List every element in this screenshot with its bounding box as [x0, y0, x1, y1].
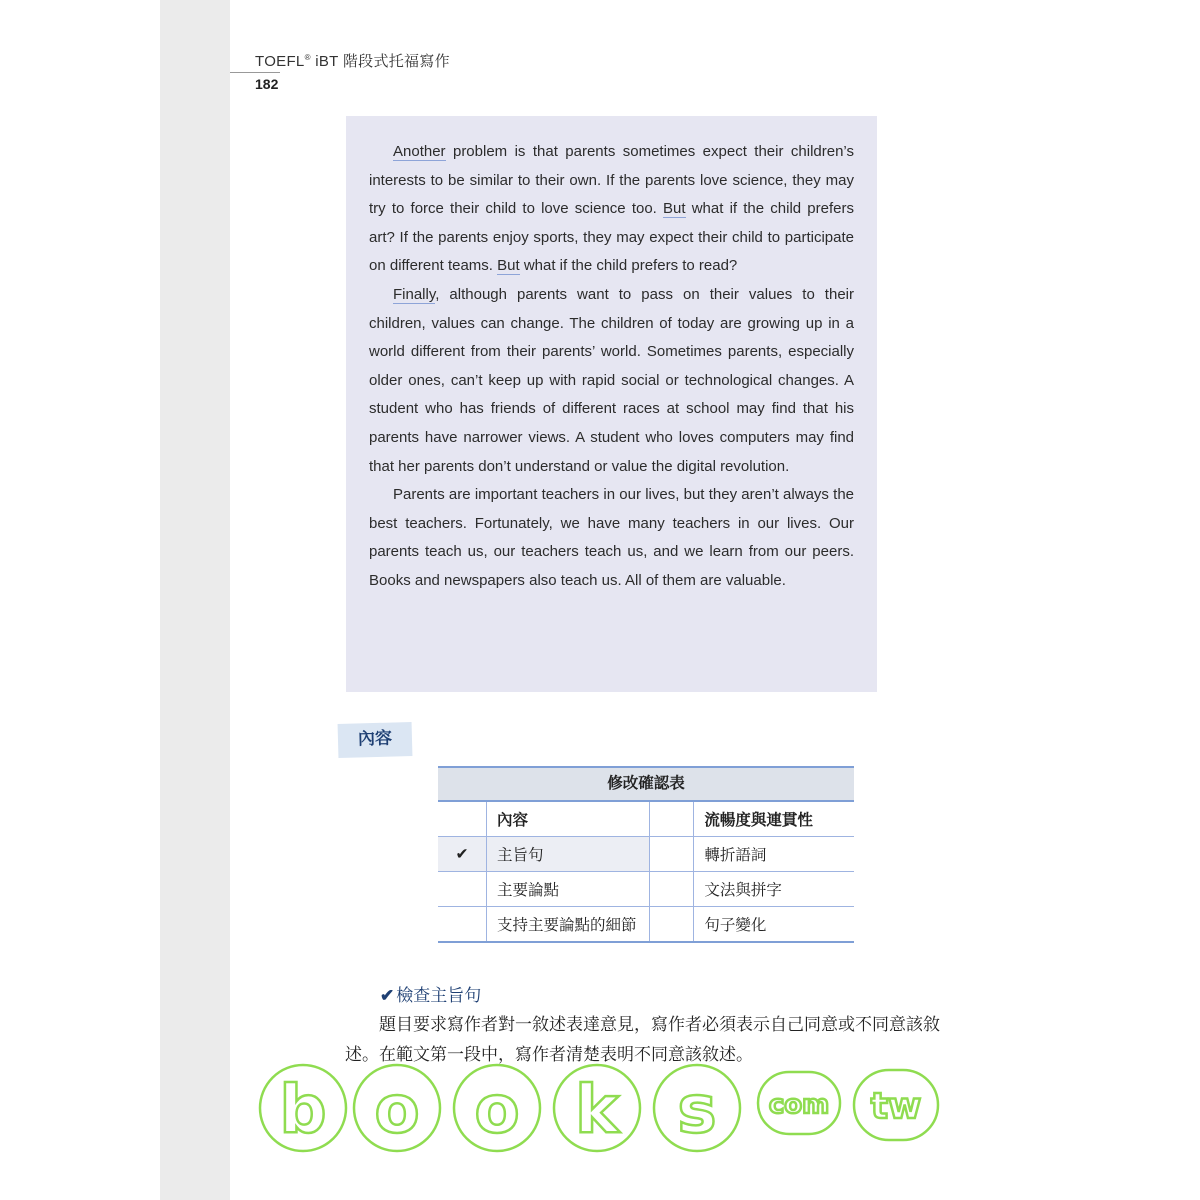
essay-paragraph: Finally, although parents want to pass on their values to their children, values can change. The children of today are growing up in a world different from their parents’ world. Sometimes parents, especially older ones, can’t keep up with rapid social or technological changes. A student who has friends of different races at school may find that his parents have narrower views. A student who loves computers may find that her parents don’t understand or value the digital revolution.: [369, 285, 854, 475]
header-rule: [230, 72, 280, 73]
checklist-item: 文法與拼字: [694, 872, 854, 907]
table-row: [438, 872, 854, 907]
left-margin: [0, 0, 160, 1200]
checklist-item: 支持主要論點的細節: [486, 907, 649, 943]
book-title: TOEFL® iBT 階段式托福寫作: [255, 53, 450, 70]
check-cell: [438, 907, 486, 943]
watermark-suffix: com: [768, 1090, 830, 1120]
transition-word: But: [497, 257, 520, 275]
checklist-header-row: [438, 802, 854, 837]
check-section-heading: ✔ 檢查主旨句: [380, 986, 482, 1005]
check-cell: [649, 872, 694, 907]
table-row: [438, 907, 854, 943]
watermark-letter: k: [575, 1071, 619, 1148]
transition-word: But: [663, 200, 686, 218]
essay-paragraph: Another problem is that parents sometimes expect their children’s interests to be similar to their own. If the parents love science, they may try to force their child to love science too. But what if the child prefers art? If the parents enjoy sports, they may expect their child to participate on different teams. But what if the child prefers to read?: [369, 143, 854, 275]
table-row: [438, 837, 854, 872]
watermark-suffix: tw: [870, 1086, 922, 1127]
books-com-tw-watermark: [258, 1060, 948, 1160]
page-number: 182: [255, 76, 279, 92]
watermark-letter: b: [279, 1071, 327, 1148]
transition-word: Another: [393, 143, 446, 160]
watermark-letter: o: [474, 1071, 520, 1148]
section-label-tag: 內容: [338, 722, 413, 758]
checklist-item: 轉折語詞: [694, 837, 854, 872]
watermark-letter: o: [374, 1071, 420, 1148]
essay-paragraph: Parents are important teachers in our lives, but they aren’t always the best teachers. Fortunately, we have many teachers in our lives. Our parents teach us, our teachers teach us, and we learn from our peers. Books and newspapers also teach us. All of them are valuable.: [369, 486, 854, 589]
checklist-item: 句子變化: [694, 907, 854, 943]
transition-word: Finally: [393, 285, 436, 303]
column-header-fluency: 流暢度與連貫性: [694, 802, 854, 837]
check-cell: [438, 872, 486, 907]
column-header-content: 內容: [486, 802, 649, 837]
check-cell: [438, 802, 486, 837]
watermark-letter: s: [677, 1071, 717, 1148]
check-cell: [649, 802, 694, 837]
revision-checklist-table: [438, 766, 854, 943]
explanation-paragraph: 題目要求寫作者對一敘述表達意見，寫作者必須表示自己同意或不同意該敘述。在範文第一段中，寫作者清楚表明不同意該敘述。: [345, 1015, 940, 1065]
check-cell: [649, 907, 694, 943]
checklist-title: 修改確認表: [438, 766, 854, 802]
sample-essay-box: [346, 116, 877, 692]
checkmark-icon: ✔: [438, 837, 486, 872]
running-header: [255, 50, 450, 92]
page-gutter-band: [160, 0, 230, 1200]
checklist-item: 主旨句: [486, 837, 649, 872]
checklist-item: 主要論點: [486, 872, 649, 907]
check-cell: [649, 837, 694, 872]
checkmark-icon: ✔: [380, 986, 395, 1005]
